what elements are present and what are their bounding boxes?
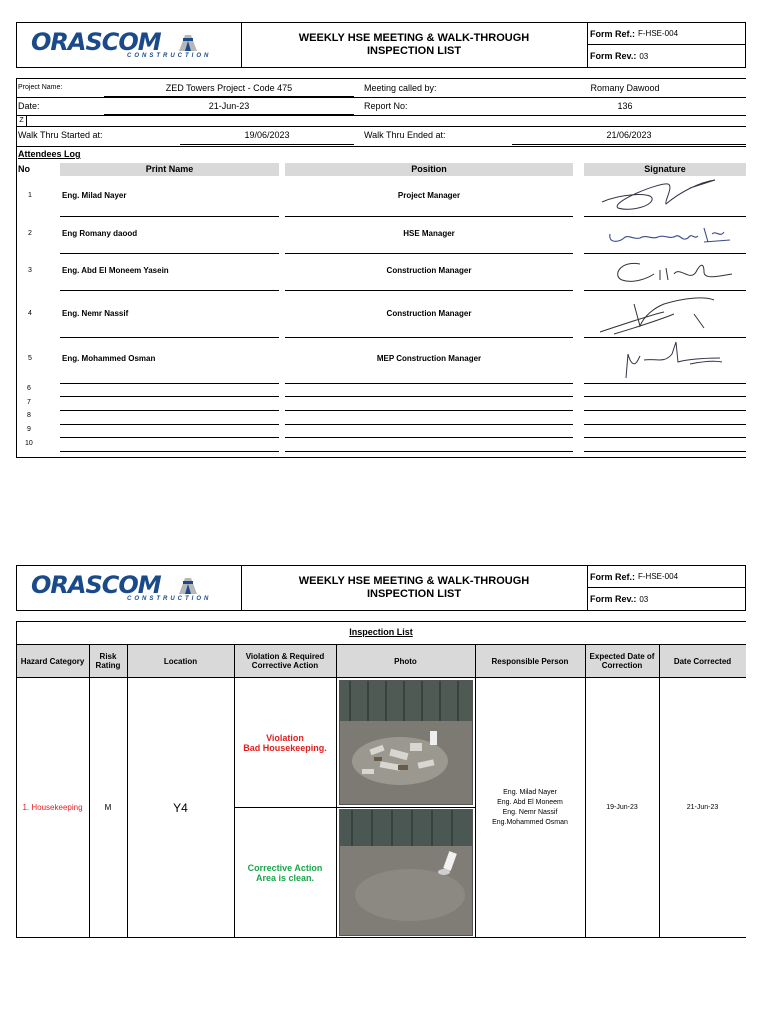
walk-started-label: Walk Thru Started at: xyxy=(18,130,103,140)
col-no: No xyxy=(18,164,30,174)
inspection-title: Inspection List xyxy=(349,627,413,637)
corrective-photo xyxy=(339,809,473,936)
attendee-no: 7 xyxy=(27,399,31,406)
expected-date-value: 19-Jun-23 xyxy=(606,804,638,811)
attendee-no: 8 xyxy=(27,412,31,419)
attendee-position: MEP Construction Manager xyxy=(376,354,482,363)
responsible-person: Eng. Milad Nayer xyxy=(503,788,557,796)
logo-mark-icon xyxy=(177,575,199,595)
col-print-name: Print Name xyxy=(60,163,279,176)
attendee-name: Eng. Nemr Nassif xyxy=(62,309,129,318)
walk-ended-value: 21/06/2023 xyxy=(606,130,652,140)
z-marker: Z xyxy=(16,115,27,127)
corrective-title: Corrective Action xyxy=(247,862,323,873)
attendee-position: HSE Manager xyxy=(403,229,455,238)
signature-5 xyxy=(600,338,740,382)
form-title: WEEKLY HSE MEETING & WALK-THROUGH INSPECTION LIST xyxy=(241,566,588,610)
form-header-2 xyxy=(16,565,746,611)
attendee-no: 6 xyxy=(27,385,31,392)
attendee-name: Eng Romany daood xyxy=(62,229,138,238)
violation-text xyxy=(234,678,336,807)
attendee-no: 3 xyxy=(28,267,32,274)
attendees-title: Attendees Log xyxy=(18,149,81,159)
attendee-position: Construction Manager xyxy=(386,309,472,318)
col-hazard-category: Hazard Category xyxy=(20,656,85,666)
logo-cell xyxy=(17,23,242,67)
responsible-person: Eng.Mohammed Osman xyxy=(492,818,568,826)
project-name-value: ZED Towers Project - Code 475 xyxy=(165,83,293,93)
logo-text: ORASCOM xyxy=(31,28,161,56)
logo-subtext: CONSTRUCTION xyxy=(127,596,212,602)
violation-description: Bad Housekeeping. xyxy=(243,742,327,753)
risk-rating-value: M xyxy=(104,803,112,812)
attendee-no: 1 xyxy=(28,192,32,199)
signature-4 xyxy=(594,294,744,338)
col-violation: Violation & Required Corrective Action xyxy=(245,652,325,670)
attendee-name: Eng. Milad Nayer xyxy=(62,191,127,200)
attendee-name: Eng. Abd El Moneem Yasein xyxy=(62,266,169,275)
col-location: Location xyxy=(163,656,198,666)
attendee-no: 5 xyxy=(28,355,32,362)
violation-title: Violation xyxy=(266,732,304,743)
col-responsible: Responsible Person xyxy=(491,656,569,666)
form-rev: Form Rev.: 03 xyxy=(590,51,649,61)
date-label: Date: xyxy=(18,101,40,111)
corrective-text xyxy=(234,808,336,937)
project-name-label: Project Name: xyxy=(18,84,63,91)
report-no-value: 136 xyxy=(617,101,633,111)
attendee-no: 4 xyxy=(28,310,32,317)
hazard-category-value: 1. Housekeeping xyxy=(22,803,83,812)
logo-cell xyxy=(17,566,242,610)
responsible-person: Eng. Nemr Nassif xyxy=(502,808,558,816)
responsible-persons xyxy=(475,678,585,937)
col-photo: Photo xyxy=(394,656,417,666)
corrective-description: Area is clean. xyxy=(255,872,315,883)
signature-1 xyxy=(590,172,740,216)
responsible-person: Eng. Abd El Moneem xyxy=(497,798,563,806)
form-rev: Form Rev.: 03 xyxy=(590,594,649,604)
col-position: Position xyxy=(285,163,573,176)
attendee-name: Eng. Mohammed Osman xyxy=(62,354,156,363)
signature-3 xyxy=(600,256,740,290)
called-by-label: Meeting called by: xyxy=(364,83,437,93)
form-header-1 xyxy=(16,22,746,68)
form-ref: Form Ref.: F-HSE-004 xyxy=(587,566,745,588)
location-value: Y4 xyxy=(173,800,188,815)
form-title: WEEKLY HSE MEETING & WALK-THROUGH INSPECTION LIST xyxy=(241,23,588,67)
attendee-position: Construction Manager xyxy=(386,266,472,275)
col-expected-date: Expected Date of Correction xyxy=(589,652,655,670)
orascom-logo xyxy=(31,28,212,59)
walk-started-value: 19/06/2023 xyxy=(244,130,290,140)
date-corrected-value: 21-Jun-23 xyxy=(686,804,719,811)
form-ref: Form Ref.: F-HSE-004 xyxy=(587,23,745,45)
col-signature: Signature xyxy=(584,163,746,176)
walk-ended-label: Walk Thru Ended at: xyxy=(364,130,446,140)
signature-2 xyxy=(600,220,740,252)
called-by-value: Romany Dawood xyxy=(590,83,660,93)
date-value: 21-Jun-23 xyxy=(208,101,250,111)
logo-mark-icon xyxy=(177,32,199,52)
violation-photo xyxy=(339,680,473,805)
report-no-label: Report No: xyxy=(364,101,408,111)
logo-text: ORASCOM xyxy=(31,571,161,599)
orascom-logo xyxy=(31,571,212,602)
attendee-position: Project Manager xyxy=(397,191,461,200)
logo-subtext: CONSTRUCTION xyxy=(127,53,212,59)
attendee-no: 9 xyxy=(27,426,31,433)
col-date-corrected: Date Corrected xyxy=(673,656,732,666)
attendee-no: 2 xyxy=(28,230,32,237)
attendee-no: 10 xyxy=(25,440,33,447)
col-risk-rating: Risk Rating xyxy=(95,652,121,670)
